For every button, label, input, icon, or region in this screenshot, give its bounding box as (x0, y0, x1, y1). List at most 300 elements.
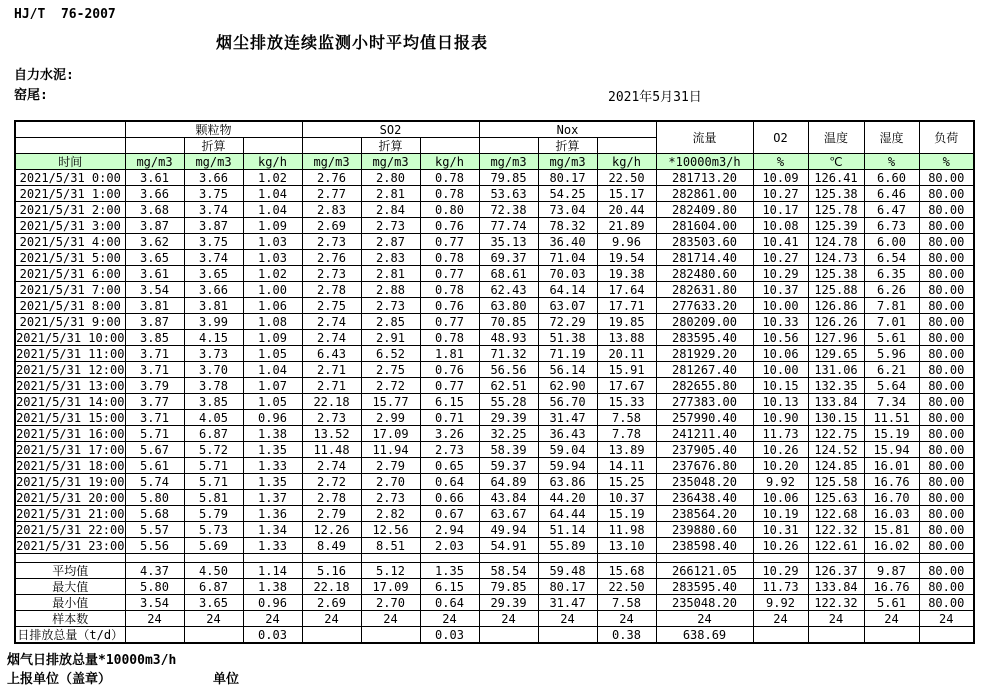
cell-value: 80.00 (919, 282, 974, 298)
cell-value: 1.37 (243, 490, 302, 506)
cell-time: 2021/5/31 16:00 (16, 426, 125, 441)
cell-value: 6.73 (864, 218, 919, 234)
cell-value: 1.81 (420, 346, 479, 362)
hour-row (15, 378, 974, 394)
cell-time: 2021/5/31 18:00 (16, 458, 125, 473)
summary-value: 5.61 (864, 595, 919, 611)
cell-time: 2021/5/31 5:00 (15, 250, 125, 266)
cell-value: 122.61 (808, 538, 864, 554)
cell-value: 10.56 (753, 330, 808, 346)
cell-blank (361, 554, 420, 563)
summary-value: 3.65 (184, 595, 243, 611)
header-blank (15, 121, 125, 138)
cell-value: 16.01 (864, 458, 919, 474)
cell-time: 2021/5/31 17:00 (16, 442, 125, 457)
cell-value: 11.94 (361, 442, 420, 458)
cell-value: 237676.80 (656, 458, 753, 474)
cell-value: 80.00 (919, 410, 974, 426)
cell-value: 16.03 (864, 506, 919, 522)
cell-time: 2021/5/31 14:00 (16, 394, 125, 409)
cell-value: 13.52 (302, 426, 361, 442)
cell-value: 0.78 (420, 250, 479, 266)
summary-value: 133.84 (808, 579, 864, 595)
cell-time: 2021/5/31 8:00 (15, 298, 125, 314)
cell-value: 63.07 (538, 298, 597, 314)
summary-label: 日排放总量（t/d） (15, 627, 125, 644)
summary-row (15, 611, 974, 627)
cell-value: 10.06 (753, 346, 808, 362)
cell-value: 80.00 (919, 458, 974, 474)
summary-value: 24 (919, 611, 974, 627)
cell-value: 3.75 (184, 186, 243, 202)
summary-value: 24 (125, 611, 184, 627)
cell-value: 80.00 (919, 394, 974, 410)
cell-value: 5.67 (125, 442, 184, 458)
unit-cell: kg/h (420, 154, 479, 170)
cell-value: 0.71 (420, 410, 479, 426)
cell-value: 10.29 (753, 266, 808, 282)
page-title: 烟尘排放连续监测小时平均值日报表 (216, 33, 489, 52)
cell-value: 63.67 (479, 506, 538, 522)
cell-time: 2021/5/31 15:00 (16, 410, 125, 425)
cell-value: 80.00 (919, 330, 974, 346)
cell-value: 1.03 (243, 234, 302, 250)
cell-value: 12.56 (361, 522, 420, 538)
cell-value: 3.26 (420, 426, 479, 442)
hour-row (15, 442, 974, 458)
cell-value: 0.96 (243, 410, 302, 426)
cell-value: 5.56 (125, 538, 184, 554)
cell-value: 29.39 (479, 410, 538, 426)
summary-value: 79.85 (479, 579, 538, 595)
summary-value: 0.03 (243, 627, 302, 644)
cell-value: 80.00 (919, 186, 974, 202)
table-header (15, 121, 974, 170)
cell-value: 80.00 (919, 218, 974, 234)
summary-label: 平均值 (15, 563, 125, 579)
cell-time: 2021/5/31 22:00 (16, 522, 125, 537)
header-blank (597, 138, 656, 154)
header-blank (479, 138, 538, 154)
cell-value: 6.00 (864, 234, 919, 250)
hour-row (15, 234, 974, 250)
cell-value: 2.81 (361, 186, 420, 202)
cell-value: 71.32 (479, 346, 538, 362)
cell-value: 6.54 (864, 250, 919, 266)
hour-row (15, 490, 974, 506)
cell-value: 16.76 (864, 474, 919, 490)
cell-value: 281714.40 (656, 250, 753, 266)
cell-value: 64.44 (538, 506, 597, 522)
cell-value: 1.09 (243, 218, 302, 234)
header-humidity: 湿度 (864, 121, 919, 154)
cell-value: 3.74 (184, 202, 243, 218)
cell-value: 80.00 (919, 170, 974, 186)
header-converted-particulate: 折算 (184, 138, 243, 154)
summary-value: 58.54 (479, 563, 538, 579)
cell-value: 124.78 (808, 234, 864, 250)
cell-value: 80.00 (919, 250, 974, 266)
cell-value: 8.49 (302, 538, 361, 554)
cell-value: 69.37 (479, 250, 538, 266)
cell-value: 9.92 (753, 474, 808, 490)
cell-value: 13.10 (597, 538, 656, 554)
summary-value: 24 (243, 611, 302, 627)
unit-cell: mg/m3 (361, 154, 420, 170)
cell-value: 125.58 (808, 474, 864, 490)
cell-blank (597, 554, 656, 563)
cell-value: 2.91 (361, 330, 420, 346)
cell-value: 2.79 (302, 506, 361, 522)
cell-value: 6.52 (361, 346, 420, 362)
summary-value: 24 (808, 611, 864, 627)
cell-value: 2.81 (361, 266, 420, 282)
summary-label: 最大值 (15, 579, 125, 595)
summary-value: 1.35 (420, 563, 479, 579)
cell-value: 1.04 (243, 186, 302, 202)
cell-time: 2021/5/31 21:00 (16, 506, 125, 521)
cell-value: 17.67 (597, 378, 656, 394)
cell-value: 2.74 (302, 314, 361, 330)
summary-value: 24 (184, 611, 243, 627)
cell-value: 80.00 (919, 266, 974, 282)
cell-value: 1.34 (243, 522, 302, 538)
cell-value: 2.80 (361, 170, 420, 186)
summary-value: 24 (864, 611, 919, 627)
summary-value: 0.64 (420, 595, 479, 611)
cell-value: 72.38 (479, 202, 538, 218)
header-o2: O2 (753, 121, 808, 154)
cell-value: 125.63 (808, 490, 864, 506)
hour-row (15, 538, 974, 554)
cell-value: 3.87 (125, 314, 184, 330)
cell-value: 80.17 (538, 170, 597, 186)
cell-value: 79.85 (479, 170, 538, 186)
cell-value: 78.32 (538, 218, 597, 234)
cell-value: 2.85 (361, 314, 420, 330)
cell-value: 5.74 (125, 474, 184, 490)
cell-value: 1.03 (243, 250, 302, 266)
hour-row (15, 362, 974, 378)
cell-value: 10.27 (753, 186, 808, 202)
standard-code: HJ/T 76-2007 (14, 7, 116, 22)
cell-value: 282631.80 (656, 282, 753, 298)
cell-value: 283595.40 (656, 330, 753, 346)
cell-value: 22.50 (597, 170, 656, 186)
hour-row (15, 282, 974, 298)
unit-cell: % (864, 154, 919, 170)
cell-value: 2.73 (302, 234, 361, 250)
summary-value: 1.38 (243, 579, 302, 595)
cell-value: 5.79 (184, 506, 243, 522)
unit-cell: mg/m3 (125, 154, 184, 170)
cell-value: 80.00 (919, 442, 974, 458)
hour-row (15, 346, 974, 362)
cell-value: 32.25 (479, 426, 538, 442)
summary-value: 24 (597, 611, 656, 627)
cell-value: 63.80 (479, 298, 538, 314)
cell-value: 5.96 (864, 346, 919, 362)
cell-value: 281929.20 (656, 346, 753, 362)
cell-value: 3.81 (184, 298, 243, 314)
cell-value: 17.64 (597, 282, 656, 298)
cell-value: 44.20 (538, 490, 597, 506)
header-group-nox: Nox (479, 121, 656, 138)
cell-value: 280209.00 (656, 314, 753, 330)
cell-value: 2.88 (361, 282, 420, 298)
hour-row (15, 410, 974, 426)
cell-value: 3.71 (125, 362, 184, 378)
cell-value: 3.66 (184, 170, 243, 186)
cell-value: 3.78 (184, 378, 243, 394)
cell-value: 2.75 (302, 298, 361, 314)
cell-value: 3.61 (125, 266, 184, 282)
summary-value: 266121.05 (656, 563, 753, 579)
cell-value: 125.38 (808, 266, 864, 282)
cell-value: 0.77 (420, 314, 479, 330)
cell-value: 6.87 (184, 426, 243, 442)
cell-value: 3.61 (125, 170, 184, 186)
cell-value: 15.19 (597, 506, 656, 522)
cell-value: 58.39 (479, 442, 538, 458)
cell-value: 2.82 (361, 506, 420, 522)
cell-value: 129.65 (808, 346, 864, 362)
hour-row (15, 426, 974, 442)
summary-value: 24 (753, 611, 808, 627)
summary-value: 0.38 (597, 627, 656, 644)
cell-value: 5.71 (125, 426, 184, 442)
cell-value: 10.09 (753, 170, 808, 186)
cell-blank (808, 554, 864, 563)
hour-row (15, 522, 974, 538)
cell-blank (538, 554, 597, 563)
summary-label: 样本数 (15, 611, 125, 627)
header-temperature: 温度 (808, 121, 864, 154)
cell-value: 48.93 (479, 330, 538, 346)
cell-value: 62.51 (479, 378, 538, 394)
cell-value: 2.72 (361, 378, 420, 394)
cell-value: 124.73 (808, 250, 864, 266)
cell-time: 2021/5/31 23:00 (16, 538, 125, 553)
table-body (15, 170, 974, 644)
cell-value: 80.00 (919, 202, 974, 218)
cell-value: 125.38 (808, 186, 864, 202)
cell-value: 21.89 (597, 218, 656, 234)
cell-time: 2021/5/31 20:00 (16, 490, 125, 505)
cell-value: 125.88 (808, 282, 864, 298)
cell-value: 3.77 (125, 394, 184, 410)
cell-value: 131.06 (808, 362, 864, 378)
cell-blank (420, 554, 479, 563)
cell-value: 11.51 (864, 410, 919, 426)
summary-value (864, 627, 919, 644)
cell-value: 125.78 (808, 202, 864, 218)
summary-value: 15.68 (597, 563, 656, 579)
unit-cell: % (919, 154, 974, 170)
cell-value: 70.85 (479, 314, 538, 330)
cell-value: 0.64 (420, 474, 479, 490)
report-date: 2021年5月31日 (608, 90, 702, 105)
cell-value: 55.28 (479, 394, 538, 410)
cell-value: 1.35 (243, 442, 302, 458)
unit-cell: ℃ (808, 154, 864, 170)
cell-value: 51.14 (538, 522, 597, 538)
cell-value: 2.73 (302, 266, 361, 282)
cell-value: 2.94 (420, 522, 479, 538)
cell-value: 7.34 (864, 394, 919, 410)
cell-value: 11.73 (753, 426, 808, 442)
cell-blank (15, 554, 125, 563)
cell-value: 56.14 (538, 362, 597, 378)
cell-value: 15.25 (597, 474, 656, 490)
summary-value: 4.50 (184, 563, 243, 579)
cell-value: 7.01 (864, 314, 919, 330)
cell-value: 10.17 (753, 202, 808, 218)
hour-row (15, 506, 974, 522)
summary-value (184, 627, 243, 644)
cell-value: 5.80 (125, 490, 184, 506)
cell-blank (125, 554, 184, 563)
cell-value: 2.73 (302, 410, 361, 426)
summary-value: 22.18 (302, 579, 361, 595)
cell-value: 10.20 (753, 458, 808, 474)
cell-time: 2021/5/31 9:00 (15, 314, 125, 330)
cell-value: 238598.40 (656, 538, 753, 554)
cell-value: 10.41 (753, 234, 808, 250)
cell-value: 22.18 (302, 394, 361, 410)
cell-value: 8.51 (361, 538, 420, 554)
summary-value: 5.16 (302, 563, 361, 579)
cell-value: 0.76 (420, 298, 479, 314)
cell-blank (864, 554, 919, 563)
cell-value: 126.26 (808, 314, 864, 330)
cell-value: 124.85 (808, 458, 864, 474)
cell-value: 62.90 (538, 378, 597, 394)
header-blank (15, 138, 125, 154)
summary-value: 5.80 (125, 579, 184, 595)
summary-value: 22.50 (597, 579, 656, 595)
cell-time: 2021/5/31 4:00 (15, 234, 125, 250)
cell-value: 0.77 (420, 266, 479, 282)
cell-value: 3.71 (125, 346, 184, 362)
cell-value: 2.75 (361, 362, 420, 378)
cell-value: 122.68 (808, 506, 864, 522)
cell-value: 7.78 (597, 426, 656, 442)
cell-value: 10.26 (753, 538, 808, 554)
spacer-row (15, 554, 974, 563)
cell-time: 2021/5/31 7:00 (15, 282, 125, 298)
cell-value: 43.84 (479, 490, 538, 506)
hour-row (15, 250, 974, 266)
cell-value: 1.04 (243, 362, 302, 378)
cell-value: 3.62 (125, 234, 184, 250)
cell-value: 80.00 (919, 490, 974, 506)
cell-value: 2.84 (361, 202, 420, 218)
cell-value: 281604.00 (656, 218, 753, 234)
cell-blank (753, 554, 808, 563)
cell-value: 3.66 (125, 186, 184, 202)
unit-cell: mg/m3 (302, 154, 361, 170)
cell-value: 16.02 (864, 538, 919, 554)
cell-value: 56.56 (479, 362, 538, 378)
cell-value: 10.37 (597, 490, 656, 506)
cell-value: 3.65 (125, 250, 184, 266)
cell-value: 2.03 (420, 538, 479, 554)
cell-value: 125.39 (808, 218, 864, 234)
cell-value: 15.19 (864, 426, 919, 442)
cell-value: 80.00 (919, 378, 974, 394)
cell-value: 73.04 (538, 202, 597, 218)
cell-value: 2.76 (302, 170, 361, 186)
summary-value (479, 627, 538, 644)
cell-value: 236438.40 (656, 490, 753, 506)
cell-value: 1.33 (243, 538, 302, 554)
summary-value: 80.00 (919, 563, 974, 579)
cell-value: 3.85 (184, 394, 243, 410)
cell-value: 5.64 (864, 378, 919, 394)
summary-value: 6.15 (420, 579, 479, 595)
cell-value: 59.94 (538, 458, 597, 474)
cell-value: 15.77 (361, 394, 420, 410)
header-group-particulate: 颗粒物 (125, 121, 302, 138)
cell-value: 6.60 (864, 170, 919, 186)
cell-value: 3.65 (184, 266, 243, 282)
cell-value: 241211.40 (656, 426, 753, 442)
header-time: 时间 (15, 154, 125, 170)
cell-value: 5.71 (184, 474, 243, 490)
monitoring-table (14, 120, 975, 644)
cell-value: 2.83 (361, 250, 420, 266)
cell-value: 6.15 (420, 394, 479, 410)
summary-value: 2.69 (302, 595, 361, 611)
cell-value: 5.69 (184, 538, 243, 554)
cell-value: 4.05 (184, 410, 243, 426)
summary-value: 29.39 (479, 595, 538, 611)
cell-value: 2.71 (302, 362, 361, 378)
cell-value: 1.07 (243, 378, 302, 394)
cell-value: 282655.80 (656, 378, 753, 394)
cell-value: 10.13 (753, 394, 808, 410)
cell-value: 36.43 (538, 426, 597, 442)
cell-value: 1.36 (243, 506, 302, 522)
header-unit-row (15, 154, 974, 170)
hour-row (15, 330, 974, 346)
cell-value: 126.86 (808, 298, 864, 314)
unit-cell: % (753, 154, 808, 170)
cell-value: 130.15 (808, 410, 864, 426)
cell-value: 1.33 (243, 458, 302, 474)
cell-value: 1.38 (243, 426, 302, 442)
unit-cell: mg/m3 (184, 154, 243, 170)
cell-value: 1.05 (243, 346, 302, 362)
cell-value: 10.00 (753, 362, 808, 378)
summary-value: 3.54 (125, 595, 184, 611)
cell-value: 3.79 (125, 378, 184, 394)
cell-value: 64.14 (538, 282, 597, 298)
cell-blank (243, 554, 302, 563)
cell-value: 7.58 (597, 410, 656, 426)
cell-value: 277383.00 (656, 394, 753, 410)
cell-value: 11.48 (302, 442, 361, 458)
cell-value: 80.00 (919, 522, 974, 538)
cell-value: 15.33 (597, 394, 656, 410)
cell-value: 49.94 (479, 522, 538, 538)
hour-row (15, 186, 974, 202)
summary-value: 235048.20 (656, 595, 753, 611)
cell-value: 3.70 (184, 362, 243, 378)
cell-value: 5.72 (184, 442, 243, 458)
summary-value: 0.03 (420, 627, 479, 644)
